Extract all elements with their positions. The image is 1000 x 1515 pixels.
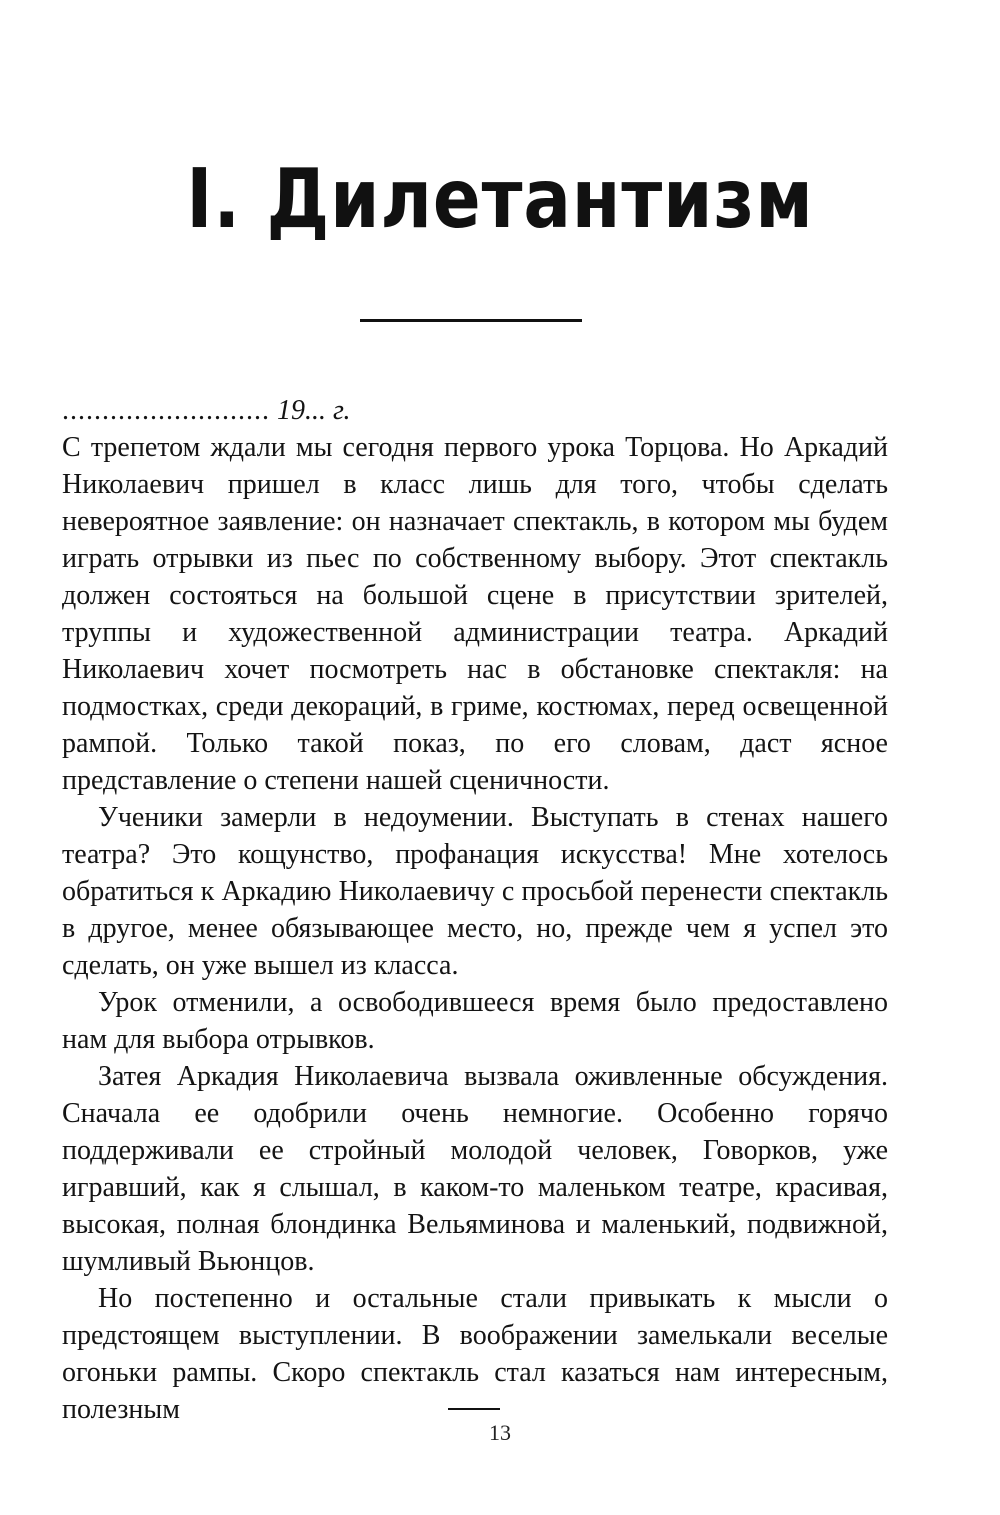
date-line [62,392,888,429]
page-number-rule [448,1408,500,1410]
chapter-title: I. Дилетантизм [186,152,814,247]
paragraph-2: Ученики замерли в недоумении. Выступать в стенах нашего театра? Это кощунство, профанация искусства! Мне хотелось обратиться к Аркадию Николаевичу с просьбой перенести спектакль в другое, менее обязывающее место, но, прежде чем я успел это сделать, он уже вышел из класса. [62,802,888,981]
body-text [62,392,888,1428]
paragraph-4: Затея Аркадия Николаевича вызвала оживленные обсуждения. Сначала ее одобрили очень немногие. Особенно горячо поддерживали ее стройный молодой человек, Говорков, уже игравший, как я слышал, в каком-то маленьком театре, красивая, высокая, полная блондинка Вельяминова и маленький, подвижной, шумливый Вьюнцов. [62,1061,888,1277]
date-leader-dots: .......................... [62,395,270,426]
title-divider [360,319,582,322]
paragraph-5: Но постепенно и остальные стали привыкать к мысли о предстоящем выступлении. В воображении замелькали веселые огоньки рампы. Скоро спектакль стал казаться нам интересным, полезным [62,1283,888,1425]
entry-date: 19... г. [270,395,351,426]
paragraph-1: С трепетом ждали мы сегодня первого урока Торцова. Но Аркадий Николаевич пришел в класс лишь для того, чтобы сделать невероятное заявление: он назначает спектакль, в котором мы будем играть отрывки из пьес по собственному выбору. Этот спектакль должен состояться на большой сцене в присутствии зрителей, труппы и художественной администрации театра. Аркадий Николаевич хочет посмотреть нас в обстановке спектакля: на подмостках, среди декораций, в гриме, костюмах, перед освещенной рампой. Только такой показ, по его словам, даст ясное представление о степени нашей сценичности. [62,432,888,796]
paragraph-3: Урок отменили, а освободившееся время было предоставлено нам для выбора отрывков. [62,987,888,1055]
page-number: 13 [489,1420,511,1445]
